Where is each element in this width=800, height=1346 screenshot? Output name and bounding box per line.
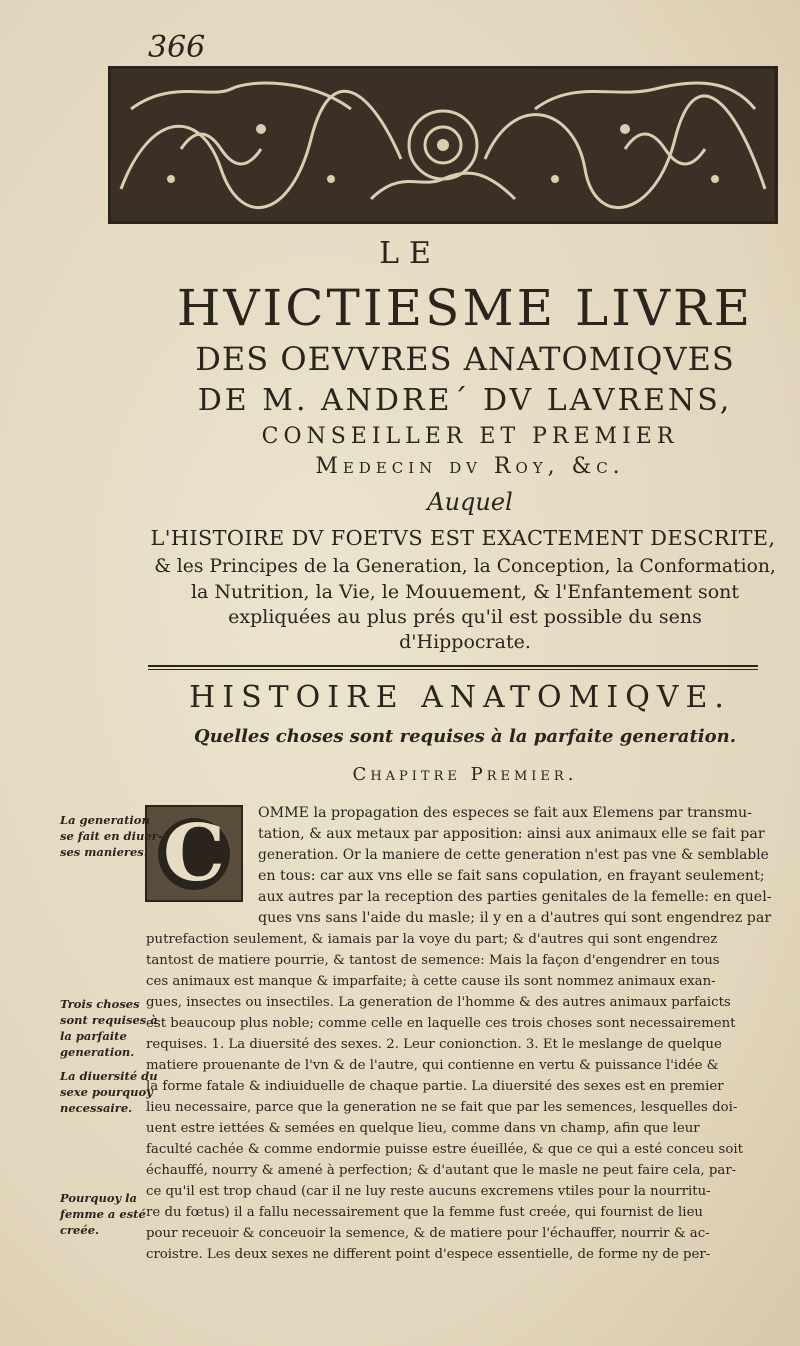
margin-note-line: creée. <box>60 1223 100 1237</box>
margin-note-line: Trois choses <box>60 997 140 1011</box>
section-heading: HISTOIRE ANATOMIQVE. <box>189 680 731 715</box>
title-description-line: & les Principes de la Generation, la Conception, la Conformation, <box>154 556 776 577</box>
margin-note-line: Pourquoy la <box>60 1191 138 1205</box>
body-line: ques vns sans l'aide du masle; il y en a d'autres qui sont engendrez par <box>258 910 772 926</box>
body-line: re du fœtus) il a fallu necessairement que la femme fust creée, qui fournist de lieu <box>146 1205 703 1220</box>
title-livre: HVICTIESME LIVRE <box>176 279 754 337</box>
margin-note-line: femme a esté <box>60 1207 146 1221</box>
headpiece-ornament-icon <box>111 69 775 221</box>
margin-note-line: ses manieres. <box>60 845 148 859</box>
body-line: pour receuoir & conceuoir la semence, & de matiere pour l'échauffer, nourrir & ac- <box>146 1226 710 1241</box>
margin-note-line: La generation <box>60 813 150 827</box>
body-line: la forme fatale & indiuiduelle de chaque partie. La diuersité des sexes est en premier <box>146 1079 724 1094</box>
title-description-line: la Nutrition, la Vie, le Mouuement, & l'Enfantement sont <box>190 581 740 603</box>
title-histoire-foetus: L'HISTOIRE DV FOETVS EST EXACTEMENT DESCRITE, <box>150 526 776 550</box>
body-line: aux autres par la reception des parties genitales de la femelle: en quel- <box>258 889 772 905</box>
margin-note-line: La diuersité du <box>60 1069 158 1083</box>
margin-note-line: sont requises à <box>60 1013 158 1027</box>
margin-note-line: generation. <box>60 1045 135 1059</box>
body-line: en tous: car aux vns elle se fait sans copulation, en frayant seulement; <box>258 868 765 884</box>
body-line: putrefaction seulement, & iamais par la voye du part; & d'autres qui sont engendrez <box>146 932 718 947</box>
body-line: tation, & aux metaux par apposition: ainsi aux animaux elle se fait par <box>258 826 765 842</box>
body-line: faculté cachée & comme endormie puisse estre éueillée, & que ce qui a esté conceu soit <box>146 1142 743 1157</box>
title-description-line: expliquées au plus prés qu'il est possible du sens <box>228 606 702 628</box>
body-line: ce qu'il est trop chaud (car il ne luy reste aucuns excremens vtiles pour la nourritu- <box>146 1184 711 1199</box>
body-line: requises. 1. La diuersité des sexes. 2. Leur conionction. 3. Et le meslange de quelque <box>146 1037 722 1052</box>
title-medecin: Medecin dv Roy, &c. <box>315 454 625 479</box>
margin-note-line: se fait en diuer- <box>60 829 163 843</box>
body-line: lieu necessaire, parce que la generation ne se fait que par les semences, lesquelles doi- <box>146 1100 738 1115</box>
margin-note-line: la parfaite <box>60 1029 127 1043</box>
title-description-line: d'Hippocrate. <box>399 631 531 653</box>
initial-letter: C <box>158 818 230 890</box>
title-le: LE <box>379 236 441 271</box>
body-line: OMME la propagation des especes se fait aux Elemens par transmu- <box>258 805 752 821</box>
title-auquel: Auquel <box>427 488 513 516</box>
body-line: generation. Or la maniere de cette generation n'est pas vne & semblable <box>258 847 769 863</box>
body-line: ces animaux est manque & imparfaite; à cette cause ils sont nommez animaux exan- <box>146 974 716 989</box>
body-line: est beaucoup plus noble; comme celle en laquelle ces trois choses sont necessairement <box>146 1016 736 1031</box>
divider-rule-thin <box>148 669 758 670</box>
divider-rule <box>148 665 758 667</box>
body-line: matiere prouenante de l'vn & de l'autre, qui contienne en vertu & puissance l'idée & <box>146 1058 719 1073</box>
body-line: uent estre iettées & semées en quelque lieu, comme dans vn champ, afin que leur <box>146 1121 700 1136</box>
margin-note-line: sexe pourquoy <box>60 1085 153 1099</box>
body-line: croistre. Les deux sexes ne different point d'espece essentielle, de forme ny de per- <box>146 1247 711 1262</box>
body-line: tantost de matiere pourrie, & tantost de semence: Mais la façon d'engendrer en tous <box>146 953 720 968</box>
margin-note-line: necessaire. <box>60 1101 133 1115</box>
margin-note <box>60 1190 146 1238</box>
page-number: 366 <box>148 30 206 65</box>
body-line: gues, insectes ou insectiles. La generation de l'homme & des autres animaux parfaicts <box>146 995 731 1010</box>
chapter-title: Chapitre Premier. <box>352 764 578 785</box>
margin-note <box>60 996 158 1060</box>
body-line: échauffé, nourry & amené à perfection; & d'autant que le masle ne peut faire cela, par- <box>146 1163 737 1178</box>
decorative-headpiece <box>108 66 778 224</box>
title-author: DE M. ANDRE´ DV LAVRENS, <box>197 383 733 418</box>
margin-note <box>60 812 162 860</box>
title-conseiller: CONSEILLER ET PREMIER <box>261 424 679 449</box>
title-oeuvres: DES OEVVRES ANATOMIQVES <box>195 340 735 378</box>
section-question: Quelles choses sont requises à la parfaite generation. <box>194 726 736 747</box>
margin-note <box>60 1068 158 1116</box>
